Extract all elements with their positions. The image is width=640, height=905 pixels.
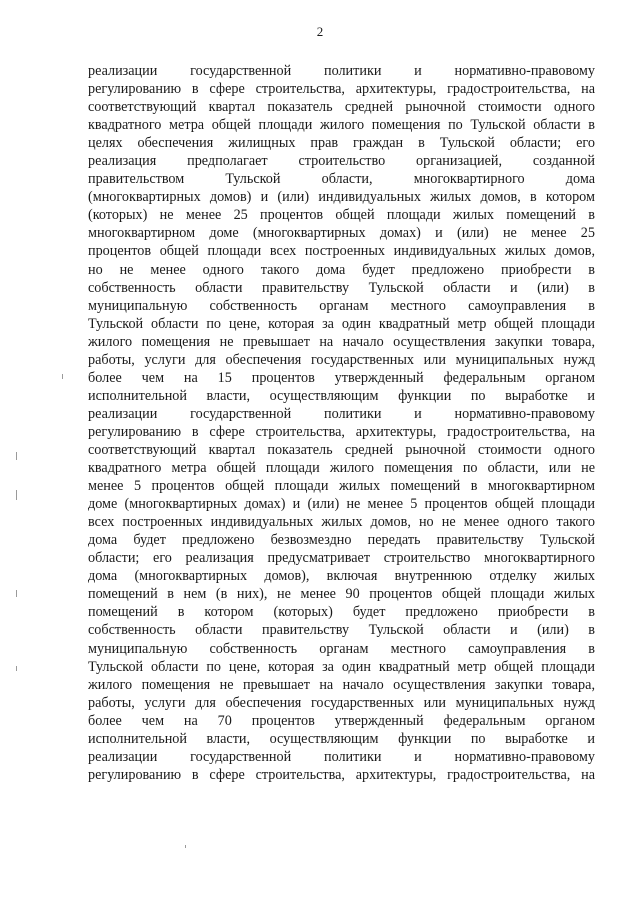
text-line: помещений в котором (которых) будет предложено приобрести в [88, 604, 595, 621]
text-line: Тульской области по цене, которая за один квадратный метр общей площади [88, 658, 595, 675]
scan-mark [16, 666, 17, 671]
text-line: реализации государственной политики и нормативно-правовому [88, 748, 595, 765]
text-line: муниципальную собственность органам местного самоуправления в [88, 297, 595, 314]
text-line: муниципальную собственность органам местного самоуправления в [88, 640, 595, 657]
text-line: менее 5 процентов общей площади жилых помещений в многоквартирном [88, 478, 595, 495]
text-line: процентов общей площади всех построенных индивидуальных жилых домов, [88, 243, 595, 260]
text-line: квадратного метра общей площади жилого помещения по Тульской области в [88, 117, 595, 134]
text-line: дома (многоквартирных домов), включая внутреннюю отделку жилых [88, 568, 595, 585]
text-line: многоквартирном доме (многоквартирных домах) и (или) не менее 25 [88, 225, 595, 242]
text-line: всех построенных индивидуальных жилых домов, но не менее одного такого [88, 514, 595, 531]
scan-mark [16, 490, 17, 500]
text-line: реализации государственной политики и нормативно-правовому [88, 63, 595, 79]
text-line: квадратного метра общей площади жилого помещения по области, или не [88, 460, 595, 477]
text-line: правительством Тульской области, многоквартирного дома [88, 171, 595, 188]
text-line: соответствующий квартал показатель средней рыночной стоимости одного [88, 441, 595, 458]
text-line: регулированию в сфере строительства, архитектуры, градостроительства, на [88, 766, 595, 783]
text-line: области; его реализация предусматривает строительство многоквартирного [88, 550, 595, 567]
text-line: (многоквартирных домов) и (или) индивидуальных жилых домов, в котором [88, 189, 595, 206]
text-line: более чем на 70 процентов утвержденный федеральным органом [88, 712, 595, 729]
page-number: 2 [316, 24, 324, 39]
text-line: Тульской области по цене, которая за один квадратный метр общей площади [88, 315, 595, 332]
text-line: реализации государственной политики и нормативно-правовому [88, 405, 595, 422]
text-line: работы, услуги для обеспечения государственных или муниципальных нужд [88, 694, 595, 711]
scan-mark [16, 452, 17, 460]
scan-mark [185, 845, 186, 848]
text-line: реализация предполагает строительство организацией, созданной [88, 153, 595, 170]
text-line: помещений в нем (в них), не менее 90 процентов общей площади жилых [88, 586, 595, 603]
body-paragraph [88, 62, 595, 784]
scan-mark [62, 374, 63, 379]
text-line: жилого помещения не превышает на начало осуществления закупки товара, [88, 676, 595, 693]
text-line: исполнительной власти, осуществляющим функции по выработке и [88, 730, 595, 747]
text-line: исполнительной власти, осуществляющим функции по выработке и [88, 387, 595, 404]
scan-mark [16, 590, 17, 597]
text-line: регулированию в сфере строительства, архитектуры, градостроительства, на [88, 423, 595, 440]
text-line: регулированию в сфере строительства, архитектуры, градостроительства, на [88, 81, 595, 98]
text-line: (которых) не менее 25 процентов общей площади жилых помещений в [88, 207, 595, 224]
text-line: доме (многоквартирных домах) и (или) не менее 5 процентов общей площади [88, 496, 595, 513]
text-line: более чем на 15 процентов утвержденный федеральным органом [88, 369, 595, 386]
text-line: дома будет предложено безвозмездно передать правительству Тульской [88, 532, 595, 549]
text-line: работы, услуги для обеспечения государственных или муниципальных нужд [88, 351, 595, 368]
text-line: соответствующий квартал показатель средней рыночной стоимости одного [88, 99, 595, 116]
text-line: но не менее одного такого дома будет предложено приобрести в [88, 261, 595, 278]
text-line: собственность области правительству Тульской области и (или) в [88, 279, 595, 296]
text-line: целях обеспечения жилищных прав граждан в Тульской области; его [88, 135, 595, 152]
text-line: жилого помещения не превышает на начало осуществления закупки товара, [88, 333, 595, 350]
text-line: собственность области правительству Тульской области и (или) в [88, 622, 595, 639]
